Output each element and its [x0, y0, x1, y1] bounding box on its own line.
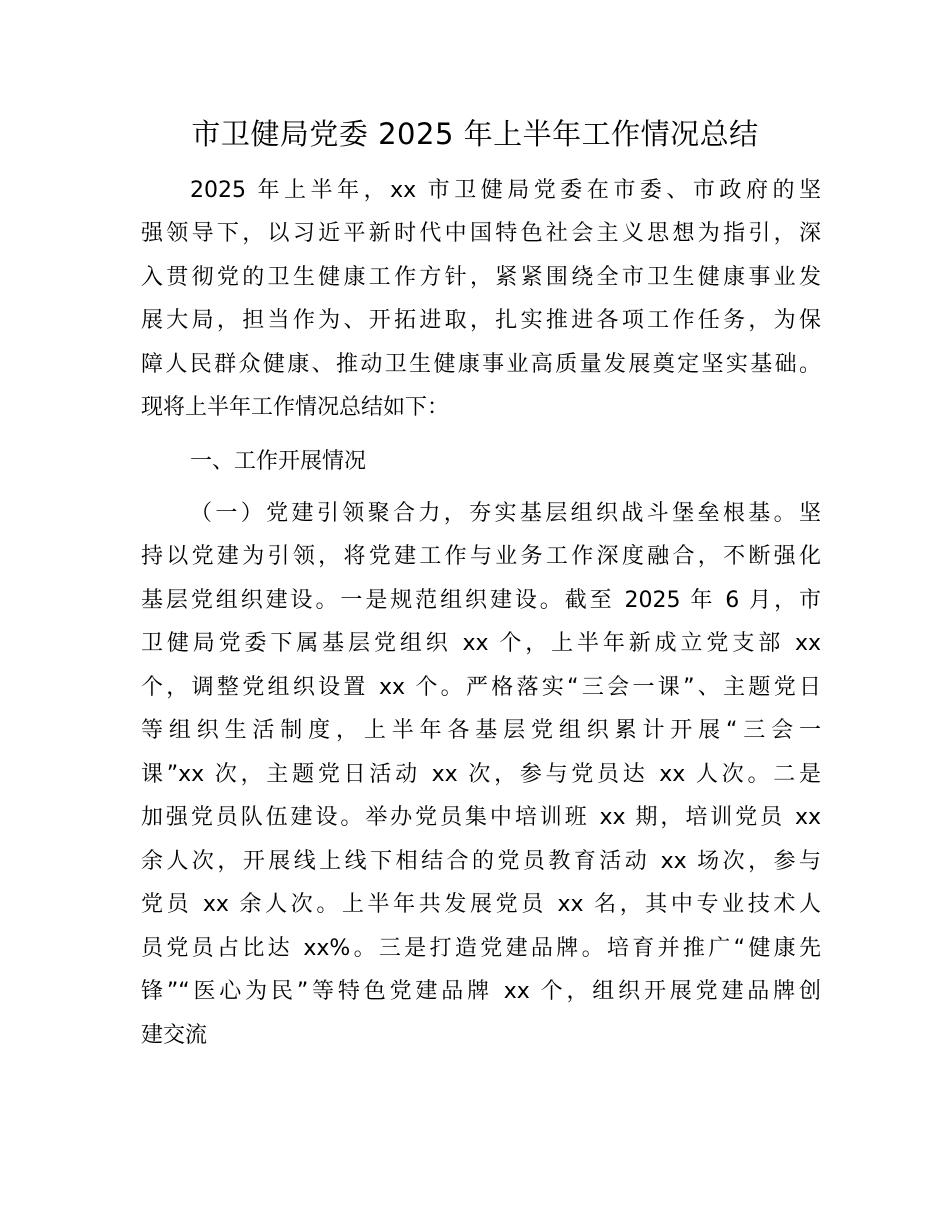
text-line: 卫健局党委下属基层党组织 xx 个，上半年新成立党支部 xx: [141, 631, 821, 656]
text-line: 持以党建为引领，将党建工作与业务工作深度融合，不断强化: [141, 544, 821, 569]
text-line: 等组织生活制度，上半年各基层党组织累计开展“三会一: [141, 718, 821, 743]
text-line: 员党员占比达 xx%。三是打造党建品牌。培育并推广“健康先: [141, 936, 821, 961]
text-line: 入贯彻党的卫生健康工作方针，紧紧围绕全市卫生健康事业发: [141, 265, 821, 290]
text-line: 展大局，担当作为、开拓进取，扎实推进各项工作任务，为保: [141, 308, 821, 333]
text-line: 2025 年上半年，xx 市卫健局党委在市委、市政府的坚: [190, 178, 821, 203]
text-line: 建交流: [141, 1023, 208, 1048]
text-line: 基层党组织建设。一是规范组织建设。截至 2025 年 6 月，市: [141, 588, 821, 613]
text-line: （一）党建引领聚合力，夯实基层组织战斗堡垒根基。坚: [190, 501, 821, 526]
text-line: 余人次，开展线上线下相结合的党员教育活动 xx 场次，参与: [141, 849, 821, 874]
text-line: 加强党员队伍建设。举办党员集中培训班 xx 期，培训党员 xx: [141, 805, 821, 830]
text-line: 强领导下，以习近平新时代中国特色社会主义思想为指引，深: [141, 221, 821, 246]
text-line: 锋”“医心为民”等特色党建品牌 xx 个，组织开展党建品牌创: [141, 979, 821, 1004]
text-line: 个，调整党组织设置 xx 个。严格落实“三会一课”、主题党日: [141, 675, 821, 700]
text-line: 现将上半年工作情况总结如下：: [141, 395, 450, 420]
text-line: 课”xx 次，主题党日活动 xx 次，参与党员达 xx 人次。二是: [141, 762, 821, 787]
text-line: 障人民群众健康、推动卫生健康事业高质量发展奠定坚实基础。: [141, 352, 821, 377]
text-line: 党员 xx 余人次。上半年共发展党员 xx 名，其中专业技术人: [141, 892, 821, 917]
document-title: 市卫健局党委 2025 年上半年工作情况总结: [191, 117, 759, 151]
heading-text: 一、工作开展情况: [190, 449, 367, 474]
